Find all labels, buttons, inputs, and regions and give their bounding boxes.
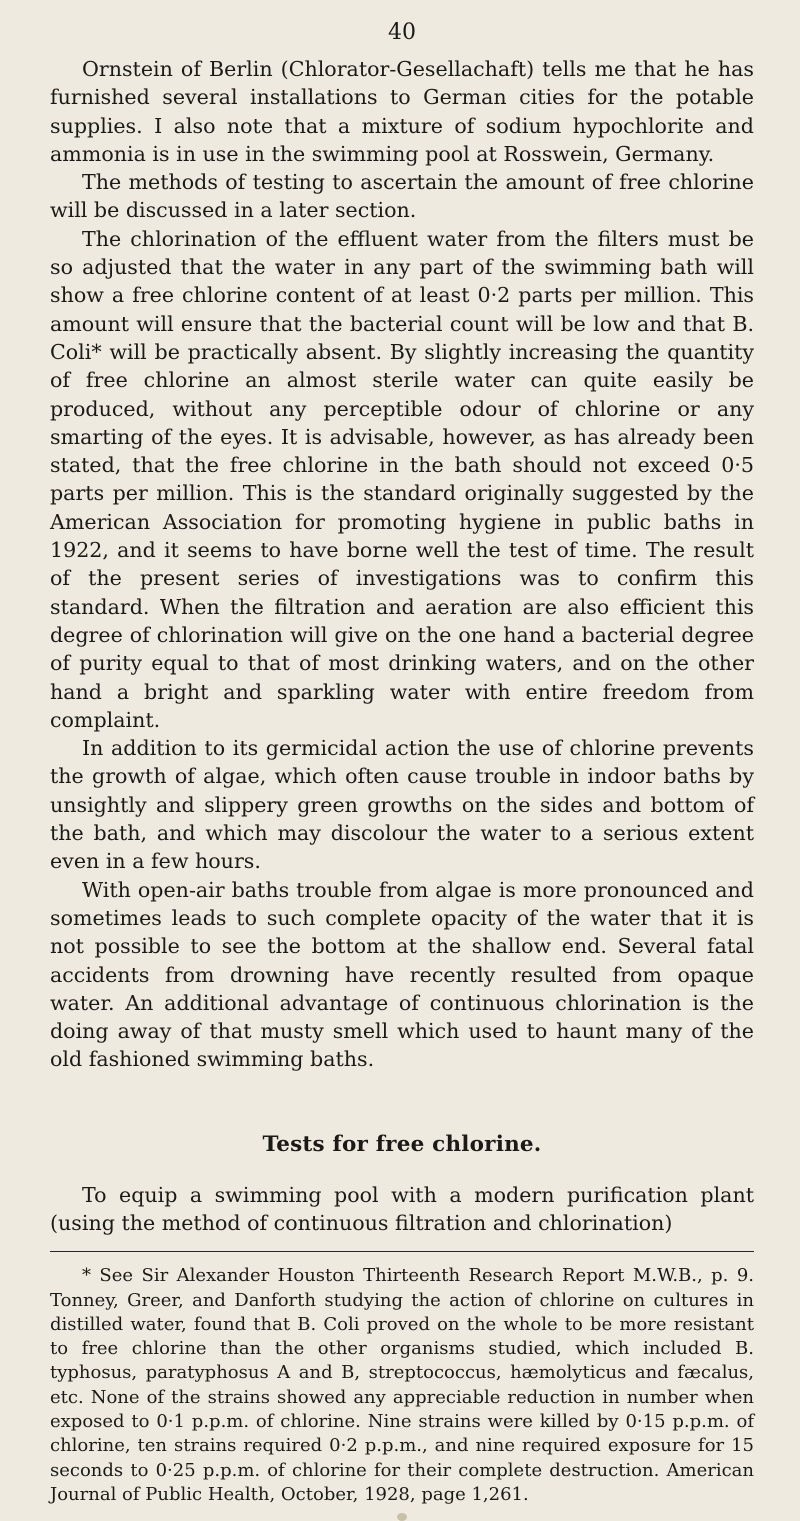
footnote: * See Sir Alexander Houston Thirteenth Research Report M.W.B., p. 9. Tonney, Greer, and Danforth studying the action of chlorine on cultures in distilled water, found that B. Coli proved on the whole to be more resistant to free chlorine than the other organisms studied, which included B. typhosus, paratyphosus A and B, streptococcus, hæmolyticus and fæcalus, etc. None of the strains showed any appreciable reduction in number when exposed to 0·1 p.p.m. of chlorine. Nine strains were killed by 0·15 p.p.m. of chlorine, ten strains required 0·2 p.p.m., and nine required exposure for 15 seconds to 0·25 p.p.m. of chlorine for their complete destruction. American Journal of Public Health, October, 1928, page 1,261. [50,1265,754,1505]
page-number: 40 [388,20,416,45]
footnote-divider [50,1251,754,1252]
paragraph-testing-methods: The methods of testing to ascertain the amount of free chlorine will be discussed in a later section. [50,170,754,223]
paragraph-algae-indoor: In addition to its germicidal action the use of chlorine prevents the growth of algae, which often cause trouble in indoor baths by unsightly and slippery green growths on the sides and bottom of the bath, and which may discolour the water to a serious extent even in a few hours. [50,736,754,874]
section-heading: Tests for free chlorine. [262,1131,542,1157]
paragraph-ornstein: Ornstein of Berlin (Chlorator-Gesellachaft) tells me that he has furnished several installations to German cities for the potable supplies. I also note that a mixture of sodium hypochlorite and ammonia is in use in the swimming pool at Rosswein, Germany. [50,57,754,166]
paragraph-chlorination-standard: The chlorination of the effluent water from the filters must be so adjusted that the water in any part of the swimming bath will show a free chlorine content of at least 0·2 parts per million. This amount will ensure that the bacterial count will be low and that B. Coli* will be practically absent. By slightly increasing the quantity of free chlorine an almost sterile water can quite easily be produced, without any perceptible odour of chlorine or any smarting of the eyes. It is advisable, however, as has already been stated, that the free chlorine in the bath should not exceed 0·5 parts per million. This is the standard originally suggested by the American Association for promoting hygiene in public baths in 1922, and it seems to have borne well the test of time. The result of the present series of investigations was to confirm this standard. When the filtration and aeration are also efficient this degree of chlorination will give on the one hand a bacterial degree of purity equal to that of most drinking waters, and on the other hand a bright and sparkling water with entire freedom from complaint. [50,226,754,732]
paragraph-equip-pool: To equip a swimming pool with a modern purification plant (using the method of continuous filtration and chlorination) [50,1182,754,1235]
book-page [50,20,754,1521]
page-blemish-mark [397,1513,407,1521]
paragraph-open-air-baths: With open-air baths trouble from algae is more pronounced and sometimes leads to such complete opacity of the water that it is not possible to see the bottom at the shallow end. Several fatal accidents from drowning have recently resulted from opaque water. An additional advantage of continuous chlorination is the doing away of that musty smell which used to haunt many of the old fashioned swimming baths. [50,877,754,1072]
